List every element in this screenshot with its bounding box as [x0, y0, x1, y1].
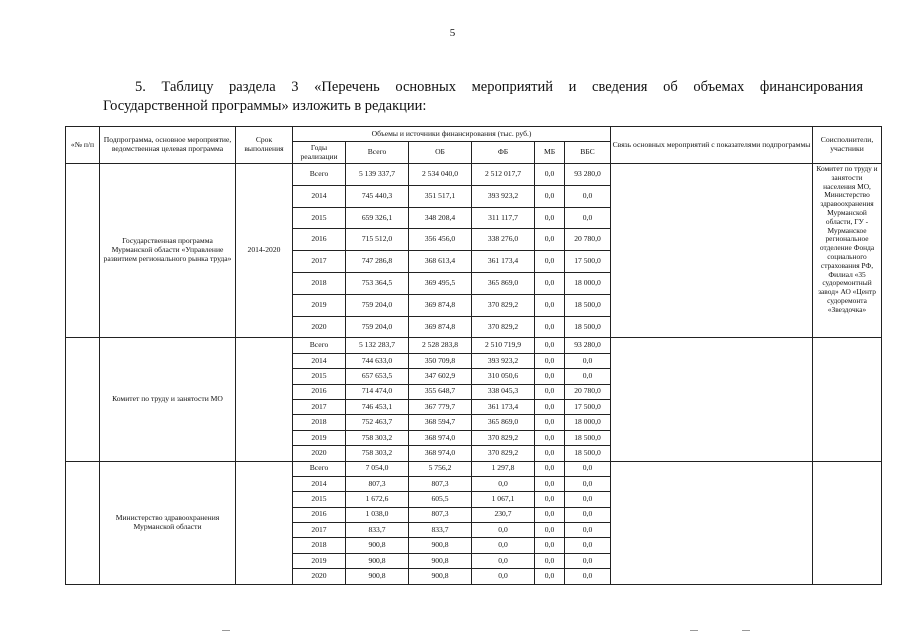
vbs-cell: 0,0 — [565, 461, 611, 476]
year-cell: 2020 — [293, 316, 346, 338]
vbs-cell: 0,0 — [565, 353, 611, 368]
vbs-cell: 20 780,0 — [565, 384, 611, 399]
vbs-cell: 0,0 — [565, 492, 611, 507]
vbs-cell: 0,0 — [565, 507, 611, 522]
ob-cell: 355 648,7 — [409, 384, 472, 399]
total-cell: 752 463,7 — [346, 415, 409, 430]
vbs-cell: 0,0 — [565, 476, 611, 491]
header-num: «№ п/п — [66, 127, 100, 164]
table-row — [66, 338, 882, 353]
vbs-cell: 0,0 — [565, 207, 611, 229]
header-total: Всего — [346, 142, 409, 164]
fb-cell: 361 173,4 — [472, 251, 535, 273]
ob-cell: 356 456,0 — [409, 229, 472, 251]
header-ob: ОБ — [409, 142, 472, 164]
total-cell: 5 132 283,7 — [346, 338, 409, 353]
scan-edge-marks — [0, 630, 905, 640]
mb-cell: 0,0 — [535, 251, 565, 273]
row-number-cell — [66, 164, 100, 338]
mb-cell: 0,0 — [535, 207, 565, 229]
fb-cell: 2 510 719,9 — [472, 338, 535, 353]
table-row — [66, 164, 882, 186]
mb-cell: 0,0 — [535, 569, 565, 584]
ob-cell: 348 208,4 — [409, 207, 472, 229]
term-cell: 2014-2020 — [236, 164, 293, 338]
year-cell: 2019 — [293, 294, 346, 316]
header-volumes: Объемы и источники финансирования (тыс. руб.) — [293, 127, 611, 142]
ob-cell: 807,3 — [409, 507, 472, 522]
fb-cell: 370 829,2 — [472, 446, 535, 461]
term-cell — [236, 338, 293, 461]
mb-cell: 0,0 — [535, 523, 565, 538]
total-cell: 715 512,0 — [346, 229, 409, 251]
total-cell: 1 672,6 — [346, 492, 409, 507]
year-cell: 2017 — [293, 251, 346, 273]
financing-table — [65, 126, 882, 585]
ob-cell: 2 528 283,8 — [409, 338, 472, 353]
total-cell: 758 303,2 — [346, 446, 409, 461]
fb-cell: 338 045,3 — [472, 384, 535, 399]
vbs-cell: 18 500,0 — [565, 316, 611, 338]
total-cell: 744 633,0 — [346, 353, 409, 368]
ob-cell: 833,7 — [409, 523, 472, 538]
year-cell: 2019 — [293, 553, 346, 568]
vbs-cell: 0,0 — [565, 569, 611, 584]
ob-cell: 5 756,2 — [409, 461, 472, 476]
subprogram-name: Министерство здравоохранения Мурманской области — [100, 461, 236, 584]
year-cell: 2015 — [293, 369, 346, 384]
year-cell: 2020 — [293, 569, 346, 584]
year-cell: 2018 — [293, 415, 346, 430]
mb-cell: 0,0 — [535, 353, 565, 368]
ob-cell: 900,8 — [409, 569, 472, 584]
total-cell: 900,8 — [346, 569, 409, 584]
vbs-cell: 93 280,0 — [565, 164, 611, 186]
year-cell: 2019 — [293, 430, 346, 445]
header-years: Годы реализации — [293, 142, 346, 164]
ob-cell: 347 602,9 — [409, 369, 472, 384]
mb-cell: 0,0 — [535, 446, 565, 461]
total-cell: 900,8 — [346, 553, 409, 568]
total-cell: 807,3 — [346, 476, 409, 491]
ob-cell: 900,8 — [409, 553, 472, 568]
fb-cell: 0,0 — [472, 569, 535, 584]
intro-paragraph — [103, 78, 863, 116]
mb-cell: 0,0 — [535, 384, 565, 399]
year-cell: 2017 — [293, 399, 346, 414]
total-cell: 714 474,0 — [346, 384, 409, 399]
mb-cell: 0,0 — [535, 415, 565, 430]
year-cell: 2017 — [293, 523, 346, 538]
fb-cell: 2 512 017,7 — [472, 164, 535, 186]
fb-cell: 1 067,1 — [472, 492, 535, 507]
vbs-cell: 17 500,0 — [565, 399, 611, 414]
vbs-cell: 93 280,0 — [565, 338, 611, 353]
link-cell — [611, 164, 813, 338]
intro-line-1: 5. Таблицу раздела 3 «Перечень основных мероприятий и сведения об объемах финансирования — [135, 79, 863, 95]
mb-cell: 0,0 — [535, 553, 565, 568]
header-coexec: Соисполнители, участники — [813, 127, 882, 164]
mb-cell: 0,0 — [535, 430, 565, 445]
mb-cell: 0,0 — [535, 164, 565, 186]
total-cell: 759 204,0 — [346, 294, 409, 316]
ob-cell: 2 534 040,0 — [409, 164, 472, 186]
mb-cell: 0,0 — [535, 461, 565, 476]
mb-cell: 0,0 — [535, 338, 565, 353]
vbs-cell: 18 500,0 — [565, 430, 611, 445]
intro-line-2: Государственной программы» изложить в редакции: — [103, 98, 427, 114]
ob-cell: 605,5 — [409, 492, 472, 507]
mb-cell: 0,0 — [535, 399, 565, 414]
mb-cell: 0,0 — [535, 229, 565, 251]
vbs-cell: 0,0 — [565, 553, 611, 568]
total-cell: 747 286,8 — [346, 251, 409, 273]
ob-cell: 351 517,1 — [409, 185, 472, 207]
mb-cell: 0,0 — [535, 538, 565, 553]
ob-cell: 367 779,7 — [409, 399, 472, 414]
table-row — [66, 461, 882, 476]
ob-cell: 368 974,0 — [409, 446, 472, 461]
total-cell: 900,8 — [346, 538, 409, 553]
header-fb: ФБ — [472, 142, 535, 164]
total-cell: 758 303,2 — [346, 430, 409, 445]
ob-cell: 369 874,8 — [409, 294, 472, 316]
ob-cell: 900,8 — [409, 538, 472, 553]
mb-cell: 0,0 — [535, 294, 565, 316]
year-cell: Всего — [293, 338, 346, 353]
ob-cell: 368 613,4 — [409, 251, 472, 273]
year-cell: 2014 — [293, 353, 346, 368]
vbs-cell: 0,0 — [565, 369, 611, 384]
mb-cell: 0,0 — [535, 507, 565, 522]
row-number-cell — [66, 461, 100, 584]
year-cell: 2015 — [293, 492, 346, 507]
fb-cell: 230,7 — [472, 507, 535, 522]
fb-cell: 393 923,2 — [472, 185, 535, 207]
term-cell — [236, 461, 293, 584]
vbs-cell: 18 500,0 — [565, 446, 611, 461]
fb-cell: 310 050,6 — [472, 369, 535, 384]
total-cell: 1 038,0 — [346, 507, 409, 522]
subprogram-name: Государственная программа Мурманской области «Управление развитием регионального рынка труда» — [100, 164, 236, 338]
fb-cell: 0,0 — [472, 538, 535, 553]
coexec-cell — [813, 338, 882, 461]
fb-cell: 370 829,2 — [472, 430, 535, 445]
mb-cell: 0,0 — [535, 185, 565, 207]
total-cell: 5 139 337,7 — [346, 164, 409, 186]
year-cell: 2016 — [293, 384, 346, 399]
year-cell: Всего — [293, 164, 346, 186]
total-cell: 745 440,3 — [346, 185, 409, 207]
fb-cell: 0,0 — [472, 553, 535, 568]
vbs-cell: 0,0 — [565, 538, 611, 553]
total-cell: 753 364,5 — [346, 272, 409, 294]
page-number: 5 — [449, 27, 456, 39]
total-cell: 7 054,0 — [346, 461, 409, 476]
fb-cell: 361 173,4 — [472, 399, 535, 414]
total-cell: 746 453,1 — [346, 399, 409, 414]
mb-cell: 0,0 — [535, 316, 565, 338]
fb-cell: 338 276,0 — [472, 229, 535, 251]
year-cell: 2014 — [293, 185, 346, 207]
header-subprogram: Подпрограмма, основное мероприятие, ведомственная целевая программа — [100, 127, 236, 164]
fb-cell: 370 829,2 — [472, 294, 535, 316]
year-cell: 2015 — [293, 207, 346, 229]
fb-cell: 0,0 — [472, 523, 535, 538]
total-cell: 833,7 — [346, 523, 409, 538]
subprogram-name: Комитет по труду и занятости МО — [100, 338, 236, 461]
ob-cell: 350 709,8 — [409, 353, 472, 368]
year-cell: 2018 — [293, 538, 346, 553]
ob-cell: 368 594,7 — [409, 415, 472, 430]
header-mb: МБ — [535, 142, 565, 164]
link-cell — [611, 461, 813, 584]
vbs-cell: 0,0 — [565, 185, 611, 207]
fb-cell: 365 869,0 — [472, 272, 535, 294]
scan-mark — [690, 630, 698, 631]
coexec-cell: Комитет по труду и занятости населения МО, Министерство здравоохранения Мурманской области, ГУ - Мурманское региональное отделение Фонда социального страхования РФ, Филиал «35 судоремонтный завод» АО «Центр судоремонта «Звездочка» — [813, 164, 882, 338]
row-number-cell — [66, 338, 100, 461]
year-cell: 2018 — [293, 272, 346, 294]
fb-cell: 1 297,8 — [472, 461, 535, 476]
coexec-cell — [813, 461, 882, 584]
vbs-cell: 18 000,0 — [565, 415, 611, 430]
header-link: Связь основных мероприятий с показателями подпрограммы — [611, 127, 813, 164]
vbs-cell: 18 000,0 — [565, 272, 611, 294]
ob-cell: 369 495,5 — [409, 272, 472, 294]
total-cell: 659 326,1 — [346, 207, 409, 229]
total-cell: 759 204,0 — [346, 316, 409, 338]
ob-cell: 368 974,0 — [409, 430, 472, 445]
ob-cell: 369 874,8 — [409, 316, 472, 338]
fb-cell: 393 923,2 — [472, 353, 535, 368]
year-cell: 2020 — [293, 446, 346, 461]
mb-cell: 0,0 — [535, 476, 565, 491]
fb-cell: 0,0 — [472, 476, 535, 491]
fb-cell: 365 869,0 — [472, 415, 535, 430]
header-term: Срок выполнения — [236, 127, 293, 164]
total-cell: 657 653,5 — [346, 369, 409, 384]
year-cell: 2014 — [293, 476, 346, 491]
scan-mark — [222, 630, 230, 631]
mb-cell: 0,0 — [535, 369, 565, 384]
fb-cell: 370 829,2 — [472, 316, 535, 338]
vbs-cell: 17 500,0 — [565, 251, 611, 273]
mb-cell: 0,0 — [535, 272, 565, 294]
scan-mark — [742, 630, 750, 631]
mb-cell: 0,0 — [535, 492, 565, 507]
vbs-cell: 18 500,0 — [565, 294, 611, 316]
vbs-cell: 20 780,0 — [565, 229, 611, 251]
vbs-cell: 0,0 — [565, 523, 611, 538]
year-cell: 2016 — [293, 229, 346, 251]
header-vbs: ВБС — [565, 142, 611, 164]
year-cell: 2016 — [293, 507, 346, 522]
fb-cell: 311 117,7 — [472, 207, 535, 229]
year-cell: Всего — [293, 461, 346, 476]
link-cell — [611, 338, 813, 461]
ob-cell: 807,3 — [409, 476, 472, 491]
